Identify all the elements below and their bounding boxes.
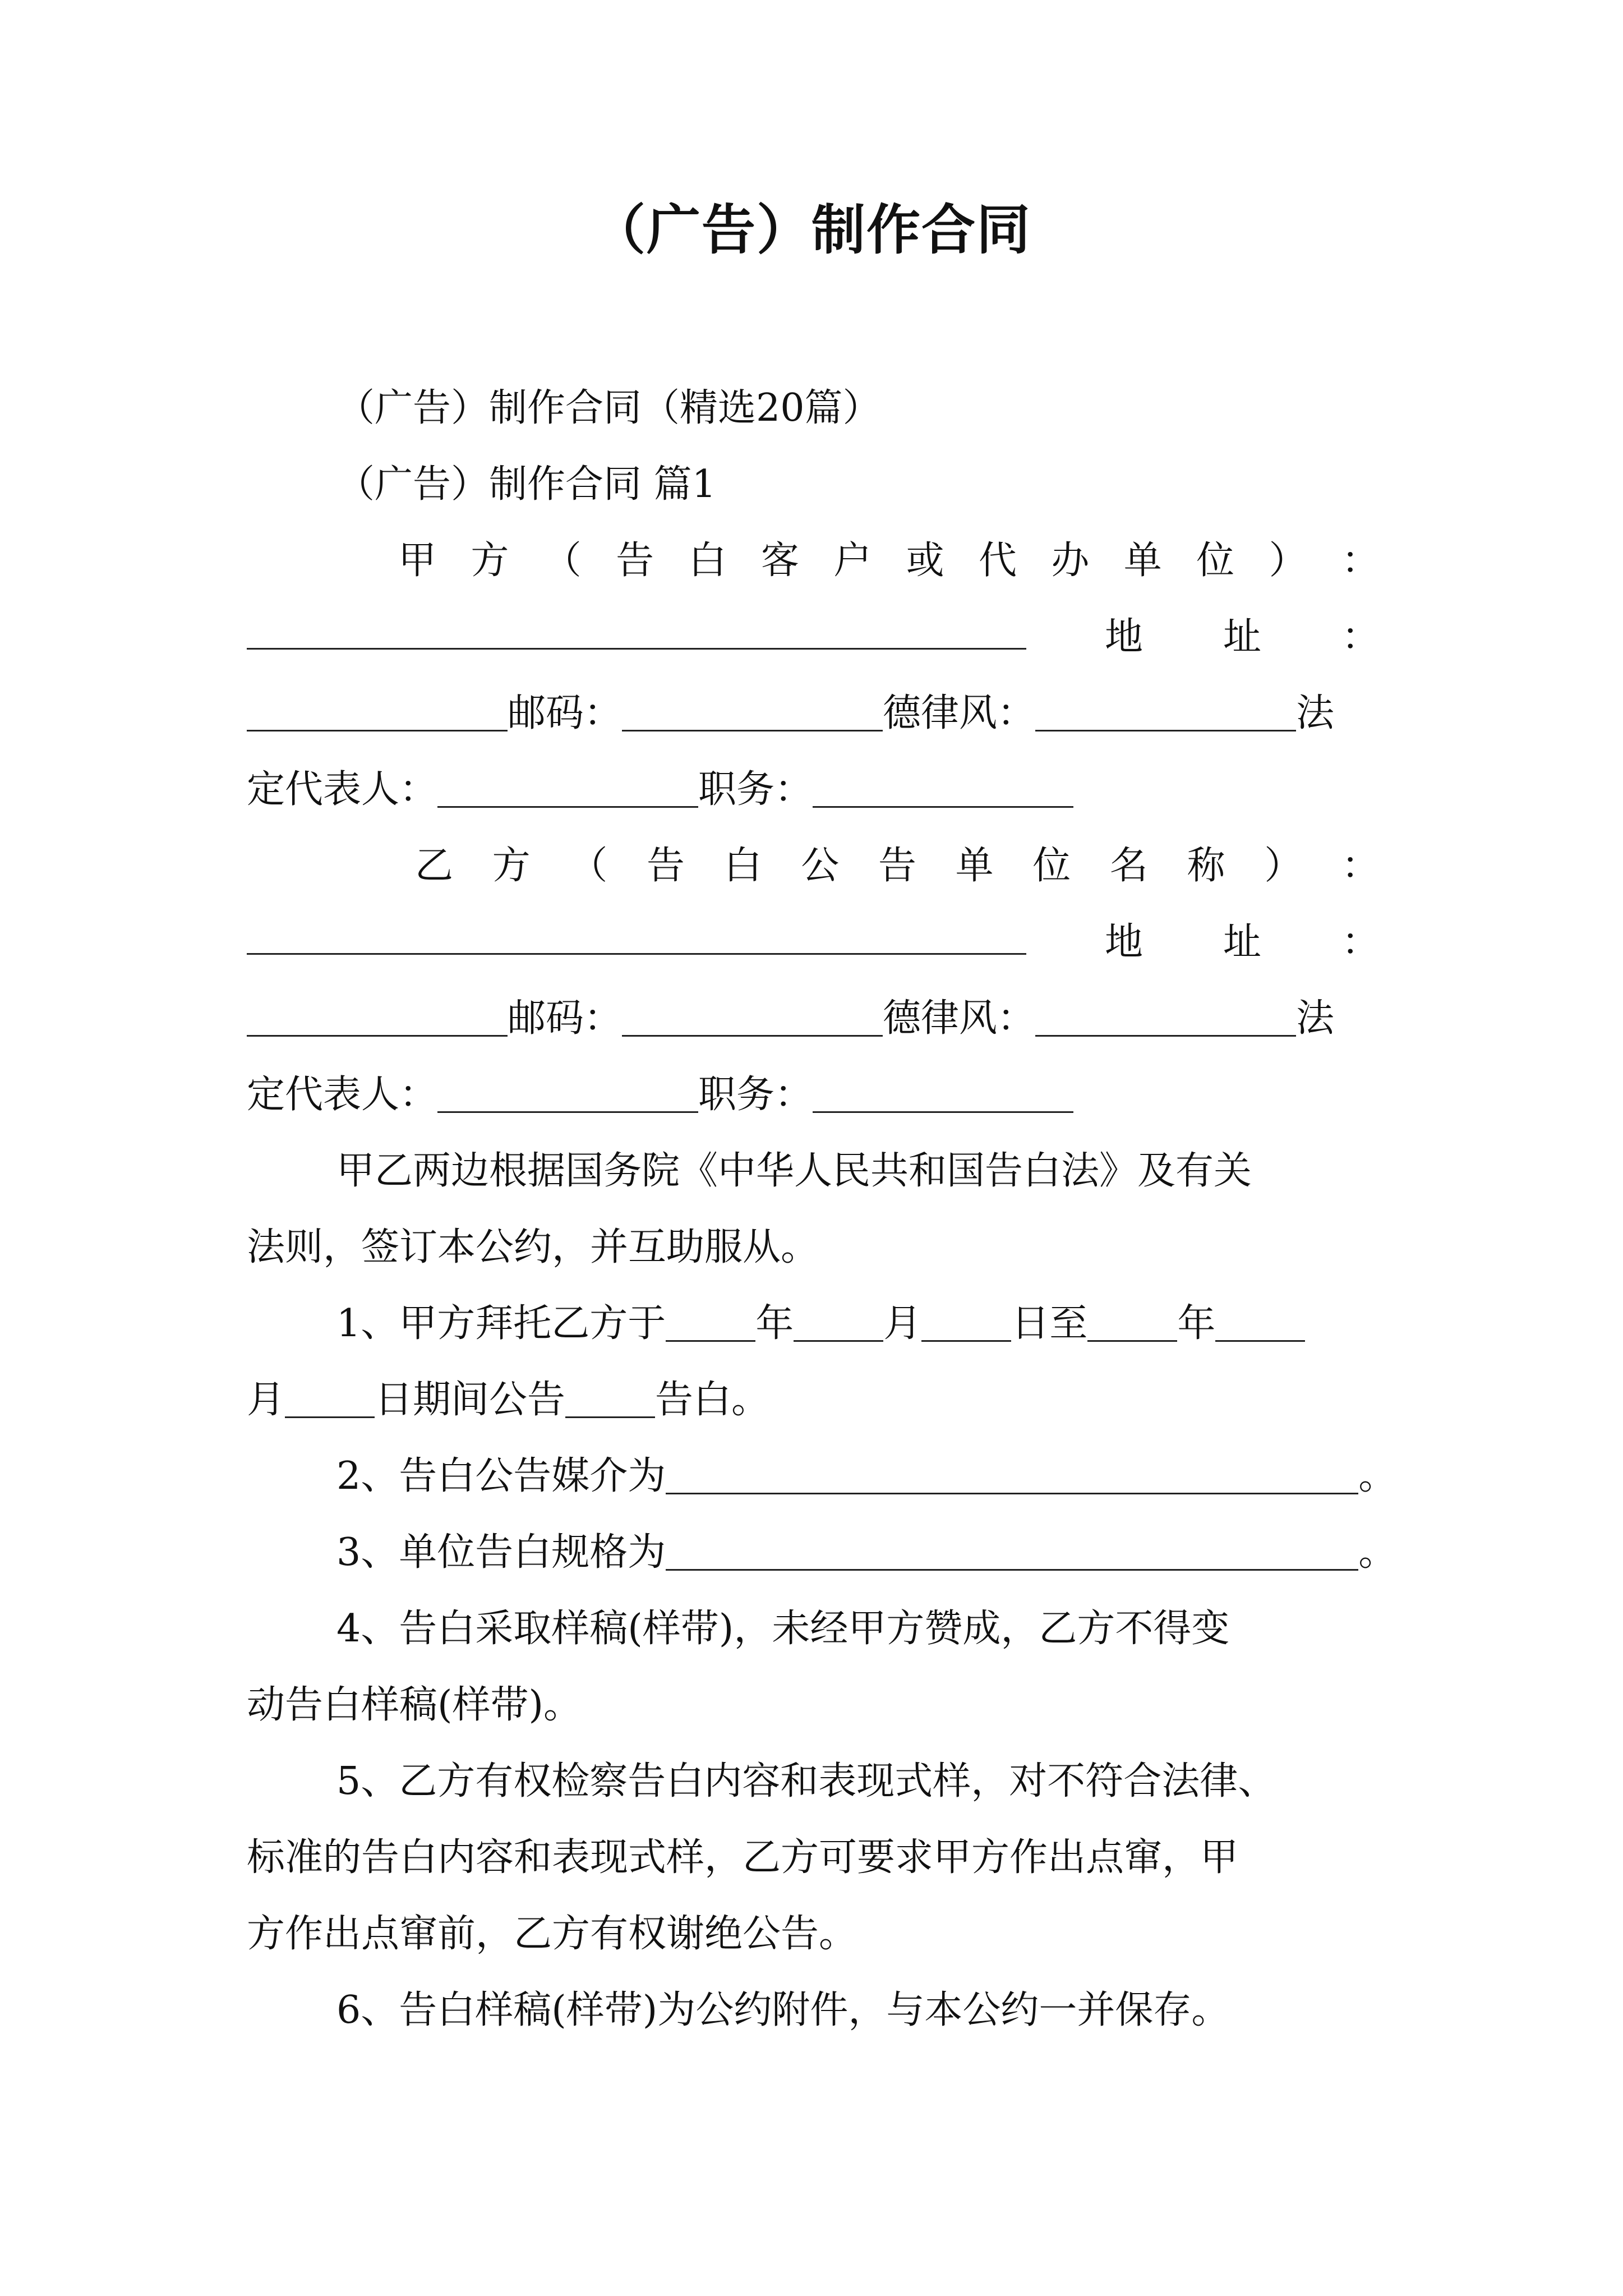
party-a-label-char: ）	[1269, 539, 1307, 583]
party-a-postcode-blank[interactable]	[622, 693, 883, 731]
ad-end-label: 告白。	[655, 1378, 770, 1422]
address-label-char: 地	[1105, 920, 1144, 964]
position-label: 职务：	[698, 1073, 813, 1117]
party-b-rep-line	[247, 1057, 1380, 1133]
preamble-line-2: 法则，签订本公约，并互助服从。	[247, 1225, 819, 1269]
party-a-label-char: 办	[1051, 539, 1090, 583]
party-b-label-char: 白	[723, 844, 762, 888]
clause-4-line-2: 动告白样稿(样带)。	[247, 1683, 582, 1727]
party-a-rep-line	[247, 752, 1380, 828]
party-b-label-char: 名	[1109, 844, 1148, 888]
phone-label: 德律风：	[883, 996, 1036, 1041]
party-a-address-label	[1026, 599, 1380, 675]
party-b-label	[247, 828, 1380, 904]
clause-5-line-2: 标准的告白内容和表现式样，乙方可要求甲方作出点窜，甲	[247, 1835, 1239, 1880]
address-label-char: 地	[1105, 615, 1144, 659]
postcode-label: 邮码：	[508, 996, 623, 1041]
party-a-label-char: 户	[833, 539, 872, 583]
party-a-label-char: ：	[1341, 539, 1380, 583]
address-label-char: ：	[1341, 920, 1380, 964]
clause-1-line-1	[247, 1286, 1380, 1362]
party-b-legal-rep-blank[interactable]	[437, 1074, 698, 1113]
party-b-address-blank[interactable]	[247, 998, 508, 1037]
section-heading: （广告）制作合同 篇1	[336, 462, 716, 507]
party-b-name-blank[interactable]	[247, 916, 1026, 955]
party-a-label-char: 或	[906, 539, 944, 583]
year-label: 年	[1177, 1301, 1216, 1346]
party-a-phone-blank[interactable]	[1035, 693, 1296, 731]
document-title: （广告）制作合同	[592, 199, 1031, 261]
document-body	[247, 370, 1397, 2049]
party-a-address-line	[247, 599, 1380, 675]
party-b-postcode-blank[interactable]	[622, 998, 883, 1037]
start-day-blank[interactable]	[921, 1303, 1011, 1342]
party-b-label-char: 方	[492, 844, 531, 888]
party-a-label-char: 位	[1196, 539, 1235, 583]
party-b-label-char: 乙	[415, 844, 454, 888]
party-a-label-char: 客	[760, 539, 799, 583]
end-year-blank[interactable]	[1087, 1303, 1177, 1342]
party-b-contact-line	[247, 981, 1380, 1057]
party-b-label-char: 告	[646, 844, 685, 888]
start-year-blank[interactable]	[666, 1303, 755, 1342]
month-label: 月	[883, 1301, 922, 1346]
party-b-phone-blank[interactable]	[1035, 998, 1296, 1037]
clause-1-text: 1、甲方拜托乙方于	[336, 1301, 666, 1346]
clause-3-end: 。	[1358, 1530, 1397, 1575]
party-a-name-blank[interactable]	[247, 611, 1026, 650]
subtitle: （广告）制作合同（精选20篇）	[336, 386, 881, 430]
media-blank[interactable]	[666, 1456, 1358, 1494]
party-b-address-label	[1026, 904, 1380, 981]
party-a-label-char: 方	[471, 539, 509, 583]
party-b-label-char: 告	[878, 844, 916, 888]
legal-rep-prefix: 法	[1296, 996, 1335, 1041]
postcode-label: 邮码：	[508, 691, 623, 735]
party-a-position-blank[interactable]	[813, 769, 1073, 808]
clause-2-text: 2、告白公告媒介为	[336, 1454, 666, 1498]
party-b-label-char: 单	[955, 844, 994, 888]
party-a-legal-rep-blank[interactable]	[437, 769, 698, 808]
legal-rep-label: 定代表人：	[247, 767, 438, 812]
day-period-label: 日期间公告	[375, 1378, 566, 1422]
clause-2-end: 。	[1358, 1454, 1397, 1498]
party-b-label-char: ）	[1264, 844, 1303, 888]
party-b-position-blank[interactable]	[813, 1074, 1073, 1113]
legal-rep-label: 定代表人：	[247, 1073, 438, 1117]
phone-label: 德律风：	[883, 691, 1036, 735]
address-label-char: 址	[1223, 920, 1261, 964]
clause-2	[247, 1438, 1397, 1515]
party-a-label	[247, 523, 1380, 599]
party-b-label-char: 称	[1187, 844, 1225, 888]
day-to-label: 日至	[1011, 1301, 1088, 1346]
clause-3	[247, 1515, 1397, 1591]
clause-3-text: 3、单位告白规格为	[336, 1530, 666, 1575]
month-label: 月	[247, 1378, 285, 1422]
start-month-blank[interactable]	[794, 1303, 883, 1342]
party-b-label-char: 公	[801, 844, 840, 888]
clause-5-line-1: 5、乙方有权检察告白内容和表现式样，对不符合法律、	[336, 1759, 1276, 1803]
end-month-blank[interactable]	[1215, 1303, 1305, 1342]
address-label-char: ：	[1341, 615, 1380, 659]
party-b-label-char: 位	[1032, 844, 1071, 888]
spec-blank[interactable]	[666, 1532, 1358, 1571]
party-a-label-char: 单	[1123, 539, 1162, 583]
end-day-blank[interactable]	[285, 1379, 375, 1418]
party-a-label-char: 告	[616, 539, 654, 583]
preamble-line-1: 甲乙两边根据国务院《中华人民共和国告白法》及有关	[336, 1149, 1252, 1193]
clause-1-line-2	[247, 1362, 1380, 1438]
position-label: 职务：	[698, 767, 813, 812]
party-a-label-char: 代	[979, 539, 1017, 583]
party-a-contact-line	[247, 675, 1380, 752]
party-b-label-char: ：	[1341, 844, 1380, 888]
ad-count-blank[interactable]	[565, 1379, 655, 1418]
party-a-address-blank[interactable]	[247, 693, 508, 731]
party-b-address-line	[247, 904, 1380, 981]
party-a-label-char: 白	[688, 539, 727, 583]
clause-5-line-3: 方作出点窜前，乙方有权谢绝公告。	[247, 1912, 857, 1956]
party-a-label-char: 甲	[398, 539, 437, 583]
address-label-char: 址	[1223, 615, 1261, 659]
party-a-label-char: （	[543, 539, 582, 583]
year-label: 年	[755, 1301, 794, 1346]
clause-6: 6、告白样稿(样带)为公约附件，与本公约一并保存。	[336, 1988, 1230, 2032]
party-b-label-char: （	[569, 844, 608, 888]
clause-4-line-1: 4、告白采取样稿(样带)，未经甲方赞成，乙方不得变	[336, 1607, 1230, 1651]
legal-rep-prefix: 法	[1296, 691, 1335, 735]
